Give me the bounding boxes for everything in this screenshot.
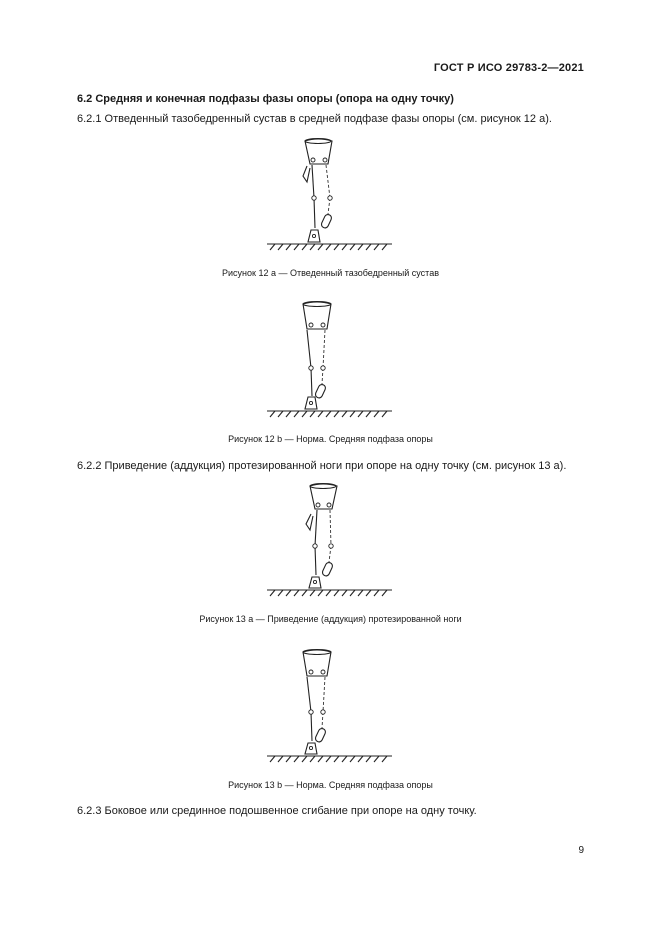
swing-leg-thigh <box>330 510 331 546</box>
stance-knee <box>309 710 313 714</box>
swing-foot <box>321 561 333 577</box>
stance-knee <box>312 196 316 200</box>
swing-leg-thigh <box>323 330 325 368</box>
document-header: ГОСТ Р ИСО 29783-2—2021 <box>433 62 584 74</box>
stance-leg-shank <box>314 198 315 228</box>
figure-13b <box>250 644 400 769</box>
figure-12b-caption: Рисунок 12 b — Норма. Средняя подфаза опоры <box>228 434 433 444</box>
stance-leg-shank <box>311 712 312 741</box>
hand <box>303 166 310 182</box>
paragraph-6-2-2: 6.2.2 Приведение (аддукция) протезированной ноги при опоре на одну точку (см. рисунок 13 а). <box>77 460 567 472</box>
swing-leg-thigh <box>323 677 325 712</box>
figure-13a-caption: Рисунок 13 а — Приведение (аддукция) протезированной ноги <box>199 614 462 624</box>
stance-leg-thigh <box>307 677 311 712</box>
swing-foot <box>314 383 326 399</box>
stance-leg-shank <box>315 546 316 575</box>
figure-12b <box>250 296 400 421</box>
paragraph-6-2-3: 6.2.3 Боковое или срединное подошвенное сгибание при опоре на одну точку. <box>77 805 477 817</box>
paragraph-6-2-1: 6.2.1 Отведенный тазобедренный сустав в средней подфазе фазы опоры (см. рисунок 12 а). <box>77 113 552 125</box>
stance-leg-thigh <box>315 510 317 546</box>
stance-leg-shank <box>311 368 312 396</box>
swing-knee <box>321 366 325 370</box>
figure-12a-caption: Рисунок 12 а — Отведенный тазобедренный сустав <box>222 268 439 278</box>
ground-hatching <box>270 244 387 250</box>
hand <box>306 514 313 530</box>
ground-hatching <box>270 411 387 417</box>
section-title: 6.2 Средняя и конечная подфазы фазы опоры (опора на одну точку) <box>77 93 454 105</box>
figure-13a <box>250 478 400 603</box>
swing-foot <box>314 727 326 743</box>
ground-hatching <box>270 590 387 596</box>
stance-knee <box>309 366 313 370</box>
swing-knee <box>329 544 333 548</box>
stance-leg-thigh <box>307 330 311 368</box>
stance-leg-thigh <box>312 165 314 198</box>
swing-foot <box>320 213 332 229</box>
ground-hatching <box>270 756 387 762</box>
figure-12a <box>250 132 400 257</box>
figure-13b-caption: Рисунок 13 b — Норма. Средняя подфаза опоры <box>228 780 433 790</box>
swing-leg-thigh <box>326 165 330 198</box>
swing-knee <box>321 710 325 714</box>
stance-knee <box>313 544 317 548</box>
swing-knee <box>328 196 332 200</box>
page-number: 9 <box>578 845 584 856</box>
